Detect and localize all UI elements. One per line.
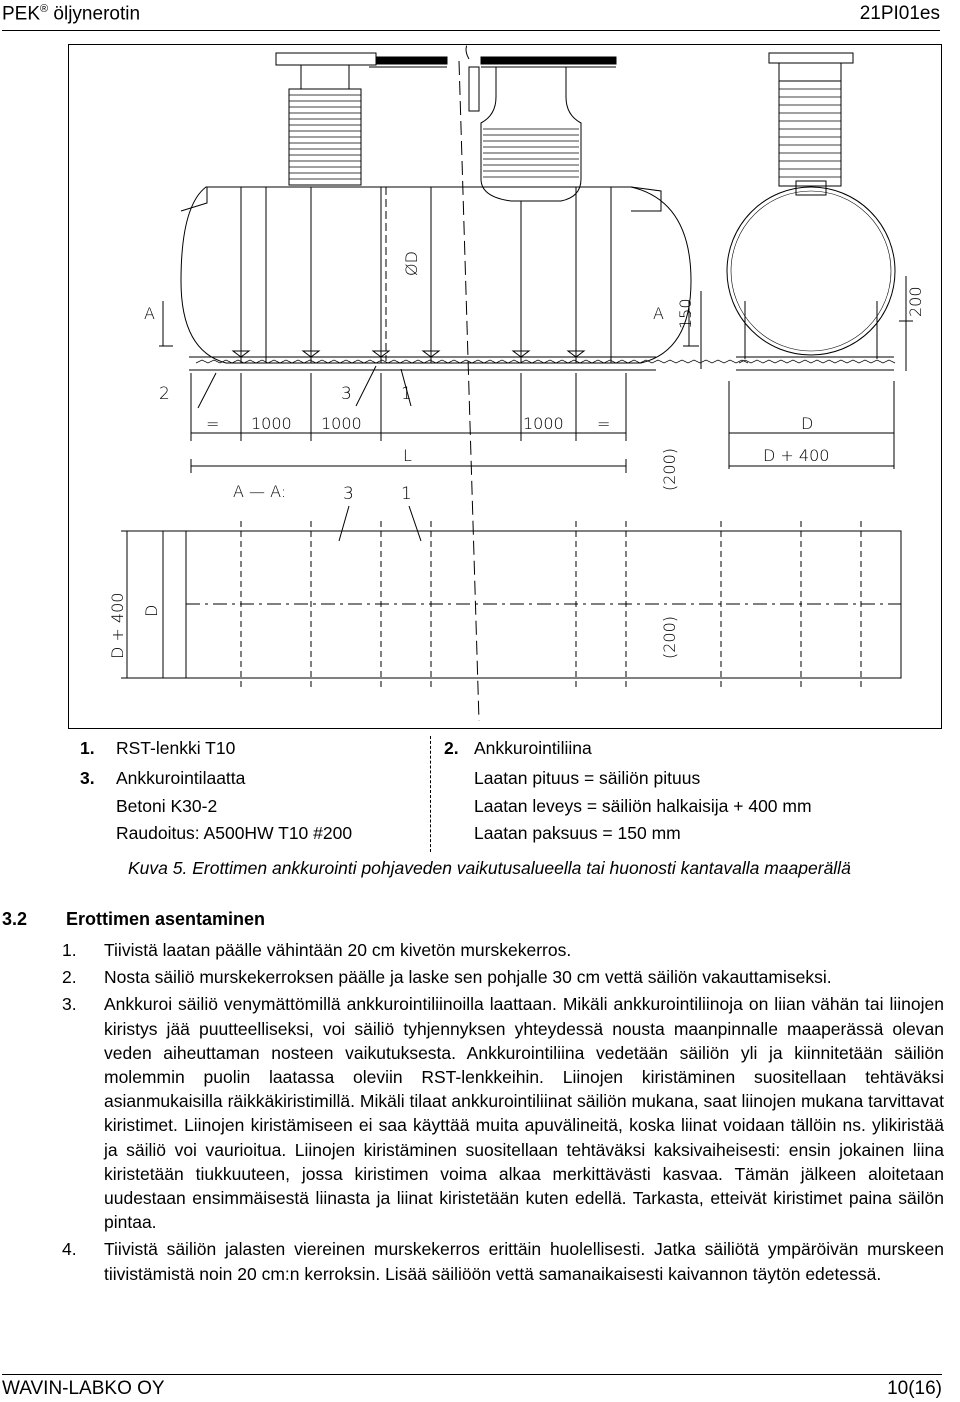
- dim-d400-plan: D + 400: [108, 592, 127, 659]
- dim-1000-b: 1000: [321, 414, 362, 433]
- dim-length-l: L: [403, 446, 412, 465]
- dim-d-plan: D: [142, 604, 161, 617]
- header-doc-code: 21PI01es: [859, 3, 940, 24]
- footer-company: WAVIN-LABKO OY: [2, 1378, 165, 1399]
- page-number: 10(16): [887, 1378, 942, 1399]
- drawing-labels: [108, 251, 925, 659]
- dim-eq-left: =: [206, 414, 220, 433]
- legend-item1-num: 1.: [80, 738, 95, 758]
- section-title: Erottimen asentaminen: [66, 909, 266, 929]
- left-riser: [276, 53, 376, 185]
- dim-d-end: D: [801, 414, 814, 433]
- dim-diameter: ØD: [402, 251, 421, 276]
- plan-view-slab: [121, 506, 901, 691]
- label-section-a-right: A: [653, 304, 664, 323]
- callout-1-plan: 1: [401, 484, 412, 504]
- dim-200: 200: [906, 286, 925, 317]
- legend-item1-text: RST-lenkki T10: [116, 738, 236, 758]
- list-item: 2. Nosta säiliö murskekerroksen päälle ja laske sen pohjalle 30 cm vettä säiliön vakauttamiseksi.: [62, 967, 832, 988]
- legend-slab-thickness: Laatan paksuus = 150 mm: [474, 823, 681, 843]
- installation-steps: [62, 938, 944, 1289]
- section-number: 3.2: [2, 909, 28, 929]
- page-header: [2, 0, 940, 31]
- legend-item2-num: 2.: [444, 738, 459, 758]
- legend-concrete: Betoni K30-2: [116, 796, 218, 816]
- legend-slab-width: Laatan leveys = säiliön halkaisija + 400 mm: [474, 796, 812, 816]
- figure-legend: [68, 736, 942, 852]
- label-section-aa: A — A:: [233, 482, 287, 501]
- callout-1: 1: [401, 384, 412, 404]
- middle-riser: [469, 67, 581, 201]
- dim-eq-right: =: [597, 414, 611, 433]
- list-item: 1. Tiivistä laatan päälle vähintään 20 cm kivetön murskekerros.: [62, 940, 572, 960]
- ground-surface: [369, 57, 616, 67]
- technical-drawing: [68, 44, 942, 729]
- page-footer: [2, 1374, 942, 1399]
- legend-slab-length: Laatan pituus = säiliön pituus: [474, 768, 701, 788]
- tank-side-view: [181, 187, 691, 363]
- side-dimensions: [159, 187, 701, 473]
- dim-1000-a: 1000: [251, 414, 292, 433]
- legend-reinforcement: Raudoitus: A500HW T10 #200: [116, 823, 353, 843]
- figure-caption: Kuva 5. Erottimen ankkurointi pohjaveden vaikutusalueella tai huonosti kantavalla maaperällä: [128, 858, 851, 878]
- dim-150: 150: [676, 298, 695, 329]
- section-heading: [2, 909, 265, 930]
- legend-item2-text: Ankkurointiliina: [474, 738, 592, 758]
- callout-2: 2: [159, 384, 170, 404]
- legend-item3-text: Ankkurointilaatta: [116, 768, 246, 788]
- legend-divider: [430, 736, 431, 852]
- list-item: 4. Tiivistä säiliön jalasten viereinen murskekerros erittäin huolellisesti. Jatka säiliötä ympäröivän murskeen tiivistämistä noin 20 cm:n kerroksin. Lisää säiliöön vettä samanaikaisesti kaivannon täytön edetessä.: [62, 1239, 944, 1284]
- legend-item3-num: 3.: [80, 768, 95, 788]
- list-item: 3. Ankkuroi säiliö venymättömillä ankkurointiliinoilla laattaan. Mikäli ankkurointiliinoja on liian vähän tai liinojen kiristys jää puutteelliseksi, voi säiliö tyhjennyksen yhteydessä nousta maanpinnalle maaperässä olevan veden aiheuttaman nosteen vaikutuksesta. Ankkurointiliina vedetään säiliön yli ja kiinnitetään säiliön molemmin puolin laatassa oleviin RST-lenkkeihin. Liinojen kiristäminen suositellaan tehtäväksi asianmukaisilla räikkäkiristimillä. Mikäli tilaat ankkurointiliinat säiliön mukana, saat liinojen mukana tarvittavat kiristimet. Liinojen kiristämiseen ei saa käyttää muita apuvälineitä, koska liinat voidaan tällöin ns. ylikiristää ja säiliö voi vaurioitua. Liinojen kiristäminen suositellaan tehtäväksi kaksivaiheisesti: ensin jokainen liina kiristetään tiukkuuteen, jossa kiristimen voima alkaa merkittävästi kasvaa. Tämän jälkeen aloitetaan uudestaan ensimmäisestä liinasta ja liinat kiristetään kuten edellä. Tarkasta, etteivät kiristimet paina säilön pintaa.: [62, 994, 944, 1233]
- registered-mark: ®: [40, 3, 49, 15]
- break-line: [459, 45, 479, 721]
- tank-end-view: [727, 53, 913, 469]
- dim-d400-end: D + 400: [763, 446, 830, 465]
- dim-1000-c: 1000: [523, 414, 564, 433]
- dim-200-paren-bottom: (200): [660, 615, 679, 659]
- header-title: PEK® öljynerotin: [2, 3, 141, 25]
- tank-anchoring-drawing: [69, 45, 943, 730]
- callout-3: 3: [341, 384, 352, 404]
- callout-3-plan: 3: [343, 484, 354, 504]
- dim-200-paren-top: (200): [660, 447, 679, 491]
- label-section-a-left: A: [144, 304, 155, 323]
